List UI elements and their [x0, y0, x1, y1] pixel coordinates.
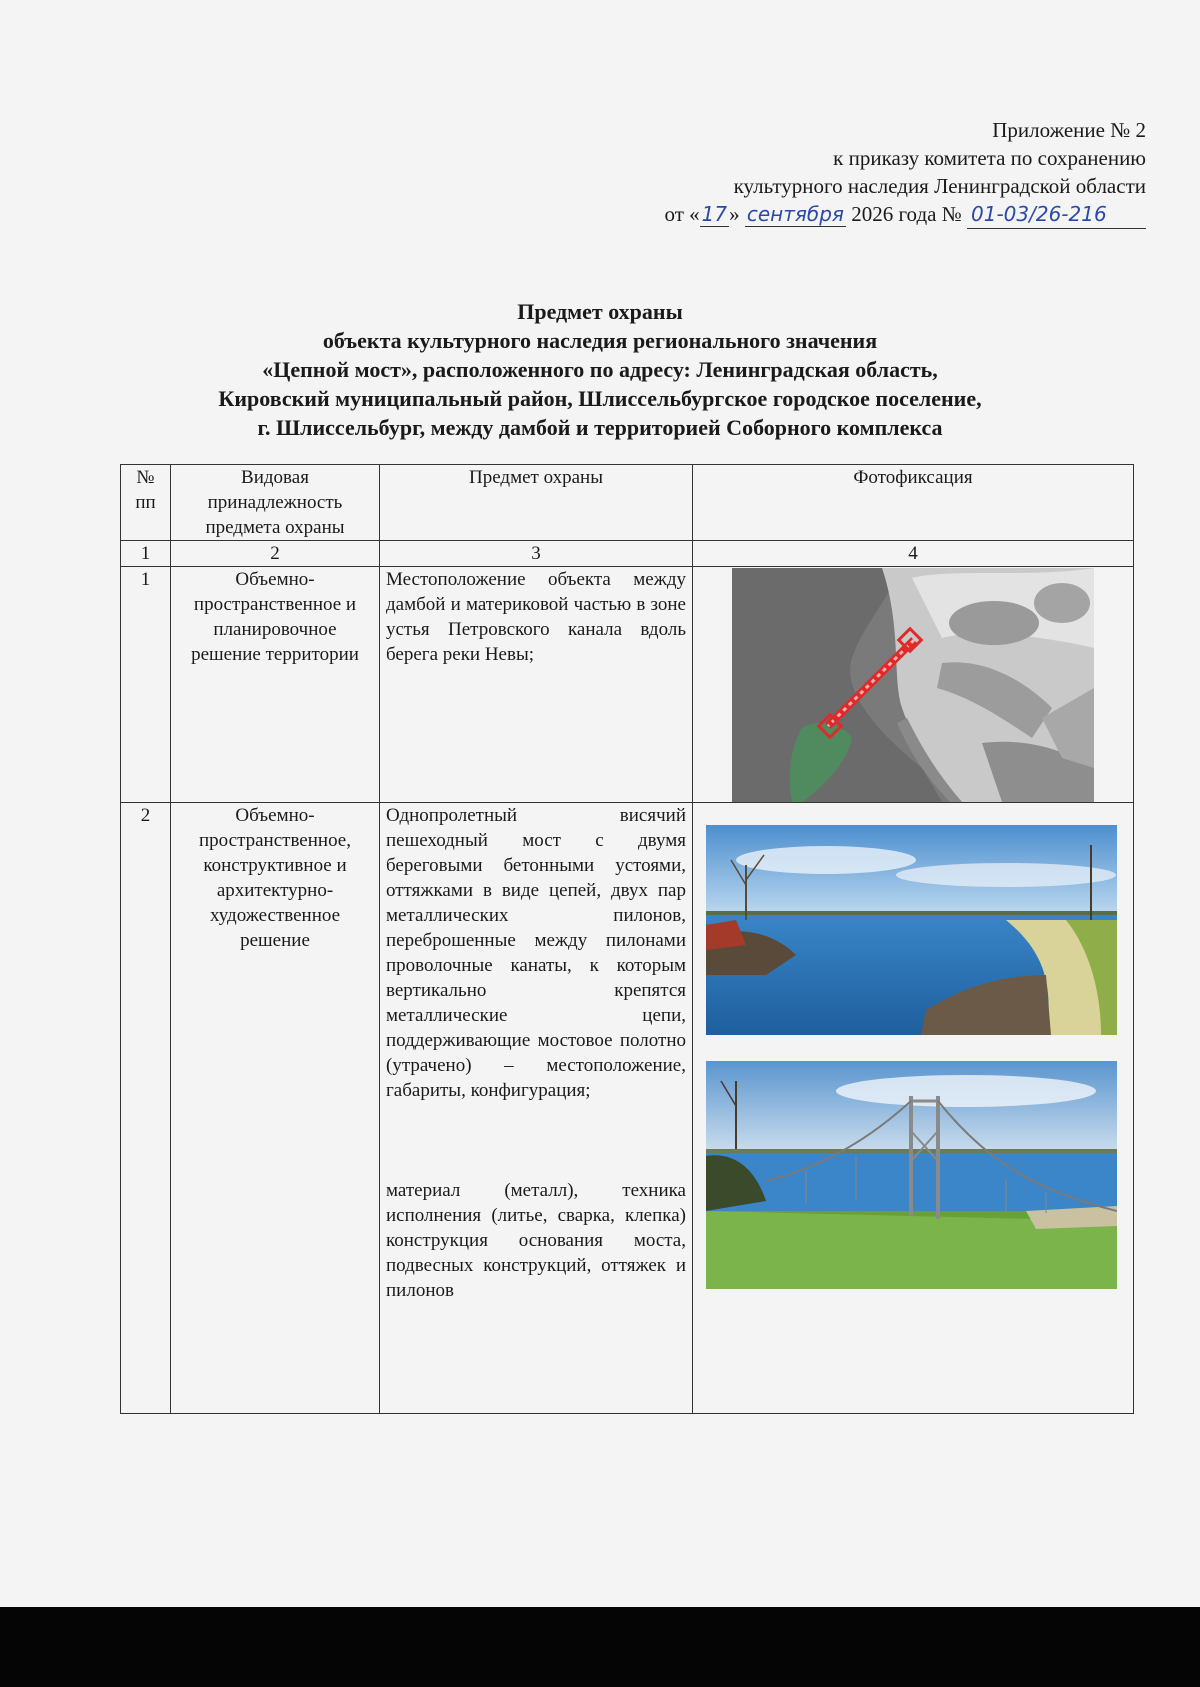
- attachment-committee: культурного наследия Ленинградской области: [733, 174, 1146, 198]
- column-number: 4: [693, 541, 1134, 567]
- bridge-pylons-photo: [706, 1061, 1117, 1289]
- column-number: 2: [171, 541, 380, 567]
- table-row: [121, 567, 1134, 803]
- row-subject-part-1: Однопролетный висячий пешеходный мост с двумя береговыми бетонными устоями, оттяжками в виде цепей, двух пар металлических пилонов, переброшенные между пилонами проволочные канаты, к которым вертикально крепятся металлические цепи, поддерживающие мостовое полотно (утрачено) – местоположение, габариты, конфигурация;: [386, 805, 686, 1101]
- photo-cell: [693, 803, 1134, 1414]
- title-line-5: г. Шлиссельбург, между дамбой и территорией Соборного комплекса: [257, 415, 943, 440]
- aerial-map-icon: [732, 568, 1094, 802]
- row-subject-part-2: материал (металл), техника исполнения (литье, сварка, клепка) конструкция основания моста, подвесных конструкций, оттяжек и пилонов: [386, 1180, 686, 1301]
- attachment-title: Приложение № 2: [992, 118, 1146, 142]
- handwritten-month: сентября: [746, 202, 844, 226]
- handwritten-day: 17: [701, 202, 728, 226]
- title-line-4: Кировский муниципальный район, Шлиссельбургское городское поселение,: [218, 386, 982, 411]
- title-line-1: Предмет охраны: [517, 299, 683, 324]
- protection-subject-table: [120, 464, 1134, 1414]
- subject-spacer: [386, 1103, 686, 1178]
- photo-cell: [693, 567, 1134, 803]
- header-number: № пп: [121, 465, 171, 541]
- row-subject: [380, 803, 693, 1414]
- attachment-order-ref: к приказу комитета по сохранению: [833, 146, 1146, 170]
- aerial-map-image: [732, 568, 1094, 802]
- attachment-date-line: от « 17» сентября 2026 года № 01-03/26-216: [664, 200, 1146, 229]
- row-subject: Местоположение объекта между дамбой и материковой частью в зоне устья Петровского канала вдоль берега реки Невы;: [380, 567, 693, 803]
- attachment-header: [664, 116, 1146, 229]
- header-photo: Фотофиксация: [693, 465, 1134, 541]
- row-type: Объемно-пространственное, конструктивное и архитектурно-художественное решение: [171, 803, 380, 1414]
- column-number: 1: [121, 541, 171, 567]
- scan-bottom-edge: [0, 1607, 1200, 1687]
- column-number: 3: [380, 541, 693, 567]
- row-type: Объемно-пространственное и планировочное решение территории: [171, 567, 380, 803]
- table-row: [121, 803, 1134, 1414]
- header-type: Видовая принадлежность предмета охраны: [171, 465, 380, 541]
- row-number: 2: [121, 803, 171, 1414]
- title-line-2: объекта культурного наследия регионального значения: [322, 328, 878, 353]
- title-line-3: «Цепной мост», расположенного по адресу: Ленинградская область,: [262, 357, 938, 382]
- table-header-row: [121, 465, 1134, 541]
- header-subject: Предмет охраны: [380, 465, 693, 541]
- handwritten-order-number: 01-03/26-216: [967, 200, 1146, 229]
- bridge-pylons-photo-icon: [706, 1061, 1117, 1289]
- row-number: 1: [121, 567, 171, 803]
- river-shore-photo: [706, 825, 1117, 1035]
- column-number-row: [121, 541, 1134, 567]
- photo-stack: [693, 803, 1133, 1413]
- river-shore-photo-icon: [706, 825, 1117, 1035]
- document-title: [100, 297, 1100, 442]
